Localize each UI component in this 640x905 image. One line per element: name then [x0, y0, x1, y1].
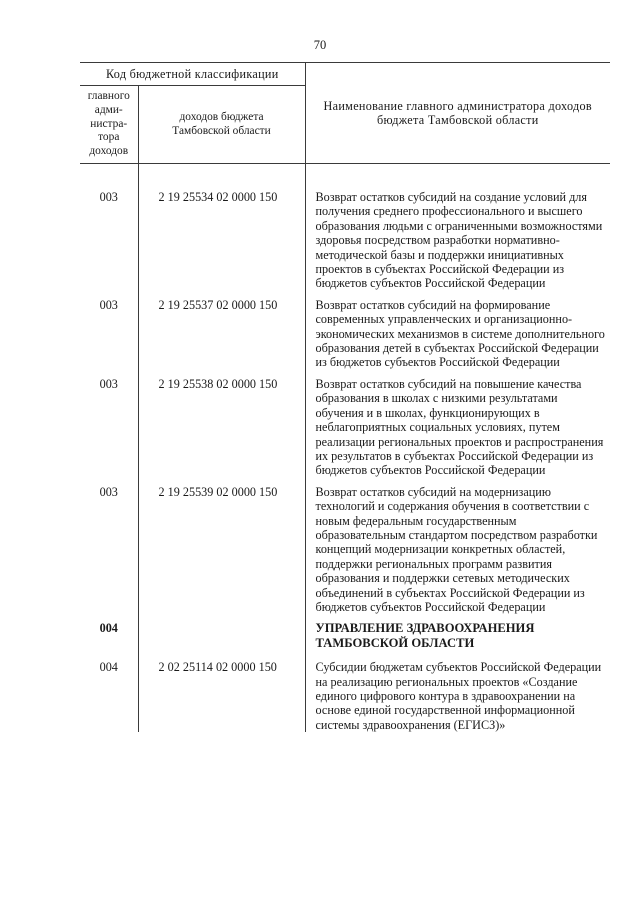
admin-code-cell: 004: [99, 660, 118, 675]
budget-classification-table: [80, 62, 610, 732]
revenue-name-cell: Возврат остатков субсидий на создание условий для получения среднего профессионального и высшего образования людьми с ограниченными возможностями здоровья посредством разработки нормативно-методической базы и поддержки инициативных проектов в субъектах Российской Федерации из бюджетов субъектов Российской Федерации: [305, 190, 610, 291]
revenue-name-cell: Возврат остатков субсидий на повышение качества образования в школах с низкими результатами обучения и в школах, функционирующих в неблагоприятных социальных условиях, путем реализации региональных проектов и распространения их результатов в субъектах Российской Федерации из бюджетов субъектов Российской Федерации: [305, 377, 610, 478]
table-row: [80, 650, 610, 732]
header-main-administrator: главного адми- нистра- тора доходов: [80, 86, 138, 164]
section-row: [80, 621, 610, 650]
revenue-code-cell: 2 19 25539 02 0000 150: [138, 485, 305, 615]
admin-code-cell: 003: [99, 376, 118, 391]
admin-code-cell: 003: [99, 297, 118, 312]
revenue-code-cell: 2 02 25114 02 0000 150: [138, 650, 305, 732]
header-revenue-code: доходов бюджета Тамбовской области: [138, 86, 305, 164]
revenue-code-cell: 2 19 25537 02 0000 150: [138, 298, 305, 370]
revenue-name-cell: Возврат остатков субсидий на модернизацию технологий и содержания обучения в соответствии с новым федеральным государственным образовательным стандартом посредством разработки концепций модернизации конкретных областей, поддержки региональных программ развития образования и поддержки сетевых методических объединений в субъектах Российской Федерации из бюджетов субъектов Российской Федерации: [305, 485, 610, 615]
revenue-code-cell: 2 19 25534 02 0000 150: [138, 190, 305, 291]
revenue-name-cell: Субсидии бюджетам субъектов Российской Федерации на реализацию региональных проектов «Создание единого цифрового контура в здравоохранении на основе единой государственной информационной системы здравоохранения (ЕГИСЗ)»: [305, 650, 610, 732]
table-row: [80, 377, 610, 478]
admin-code-cell: 003: [99, 190, 118, 204]
header-budget-classification-code: Код бюджетной классификации: [80, 63, 305, 86]
table-row: [80, 298, 610, 370]
revenue-code-cell: 2 19 25538 02 0000 150: [138, 377, 305, 478]
table-row: [80, 485, 610, 615]
admin-code-cell: 003: [99, 484, 118, 499]
page-number: 70: [313, 38, 327, 52]
header-administrator-name: Наименование главного администратора доходов бюджета Тамбовской области: [305, 63, 610, 164]
section-title-cell: УПРАВЛЕНИЕ ЗДРАВООХРАНЕНИЯ ТАМБОВСКОЙ ОБЛАСТИ: [305, 621, 610, 650]
admin-code-cell: 004: [99, 621, 118, 636]
revenue-name-cell: Возврат остатков субсидий на формирование современных управленческих и организационно-экономических механизмов в системе дополнительного образования детей в субъектах Российской Федерации из бюджетов субъектов Российской Федерации: [305, 298, 610, 370]
table-row: [80, 190, 610, 291]
revenue-code-cell: [138, 621, 305, 650]
